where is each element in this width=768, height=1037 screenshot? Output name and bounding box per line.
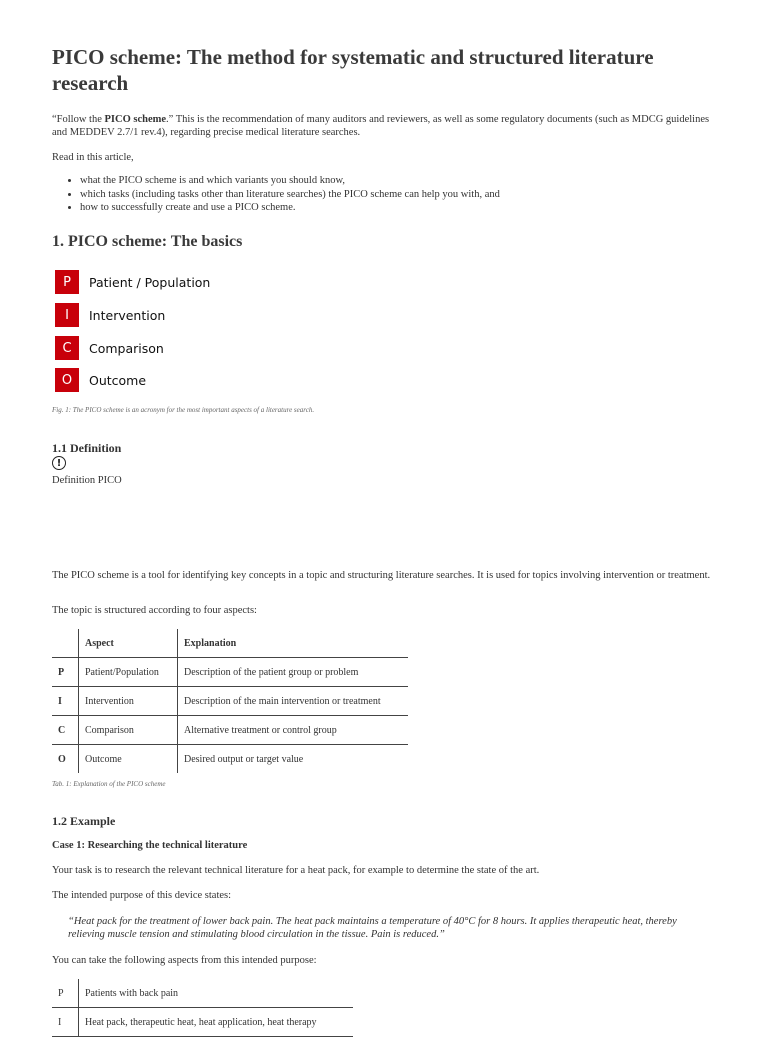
table-header-cell: Explanation bbox=[184, 637, 237, 649]
intro-before: “Follow the bbox=[52, 114, 105, 125]
table-row bbox=[52, 979, 353, 1008]
pico-letter-badge: C bbox=[55, 336, 79, 360]
table-cell: Patients with back pain bbox=[85, 987, 179, 999]
pico-letter-badge: I bbox=[55, 303, 79, 327]
pico-row-p bbox=[55, 270, 210, 294]
table-caption: Tab. 1: Explanation of the PICO scheme bbox=[52, 780, 166, 788]
table-header-row bbox=[52, 629, 408, 658]
definition-label: Definition PICO bbox=[52, 475, 122, 486]
purpose-text: The intended purpose of this device states: bbox=[52, 890, 232, 901]
pico-letter-badge: O bbox=[55, 368, 79, 392]
table-row bbox=[52, 745, 408, 774]
pico-row-o bbox=[55, 368, 146, 392]
pico-letter-badge: P bbox=[55, 270, 79, 294]
case-heading: Case 1: Researching the technical literature bbox=[52, 840, 248, 851]
intro-paragraph bbox=[52, 114, 712, 139]
pico-label: Outcome bbox=[89, 372, 147, 388]
example-heading: 1.2 Example bbox=[52, 814, 116, 828]
article-bullets bbox=[52, 174, 500, 215]
bullet-item: • which tasks (including tasks other than literature searches) the PICO scheme can help you with, and bbox=[80, 188, 500, 202]
table-cell: P bbox=[52, 979, 79, 1008]
intro-bold: PICO scheme bbox=[104, 114, 167, 125]
pico-row-c bbox=[55, 336, 164, 360]
intro-after: .” This is the recommendation of many auditors and reviewers, as well as some regulatory documents (such as MDCG guidelines and MEDDEV 2.7/1 rev.4), regarding precise medical literature searches. bbox=[52, 114, 710, 138]
table-cell: Description of the patient group or problem bbox=[184, 666, 359, 678]
pico-label: Comparison bbox=[89, 340, 164, 356]
figure-caption: Fig. 1: The PICO scheme is an acronym for the most important aspects of a literature search. bbox=[52, 406, 315, 414]
read-intro: Read in this article, bbox=[52, 152, 134, 163]
table-cell: Description of the main intervention or treatment bbox=[184, 695, 381, 707]
table-cell: P bbox=[52, 658, 79, 687]
section-heading: 1. PICO scheme: The basics bbox=[52, 233, 243, 250]
table-header-cell bbox=[52, 629, 79, 658]
pico-label: Patient / Population bbox=[89, 274, 211, 290]
intended-purpose-quote: “Heat pack for the treatment of lower back pain. The heat pack maintains a temperature of 40°C for 8 hours. It applies therapeutic heat, thereby relieving muscle tension and stimulating blood circulation in the tissue. Pain is reduced.” bbox=[68, 916, 677, 940]
table-row bbox=[52, 687, 408, 716]
aspects-text: You can take the following aspects from this intended purpose: bbox=[52, 955, 317, 966]
structured-text: The topic is structured according to four aspects: bbox=[52, 605, 257, 616]
case-text: Your task is to research the relevant technical literature for a heat pack, for example to determine the state of the art. bbox=[52, 865, 540, 876]
table-row bbox=[52, 716, 408, 745]
page-title: PICO scheme: The method for systematic and structured literature research bbox=[52, 45, 654, 95]
table-row bbox=[52, 658, 408, 687]
example-table bbox=[52, 979, 353, 1037]
pico-row-i bbox=[55, 303, 165, 327]
table-cell: Alternative treatment or control group bbox=[184, 724, 337, 736]
table-cell: I bbox=[52, 687, 79, 716]
table-cell: Intervention bbox=[79, 687, 178, 716]
table-cell: C bbox=[52, 716, 79, 745]
table-cell: Patient/Population bbox=[79, 658, 178, 687]
table-cell: I bbox=[52, 1008, 79, 1037]
pico-label: Intervention bbox=[89, 307, 166, 323]
table-cell: Outcome bbox=[79, 745, 178, 774]
bullet-item: • how to successfully create and use a PICO scheme. bbox=[80, 201, 500, 215]
table-cell: Desired output or target value bbox=[184, 753, 304, 765]
table-row bbox=[52, 1008, 353, 1037]
exclamation-circle-icon: ! bbox=[52, 456, 66, 470]
table-cell: Heat pack, therapeutic heat, heat application, heat therapy bbox=[85, 1016, 317, 1028]
bullet-item: • what the PICO scheme is and which variants you should know, bbox=[80, 174, 500, 188]
definition-text: The PICO scheme is a tool for identifying key concepts in a topic and structuring literature searches. It is used for topics involving intervention or treatment. bbox=[52, 570, 711, 581]
table-cell: Comparison bbox=[79, 716, 178, 745]
table-cell: O bbox=[52, 745, 79, 774]
table-header-cell: Aspect bbox=[79, 629, 178, 658]
pico-table bbox=[52, 629, 408, 773]
definition-heading: 1.1 Definition bbox=[52, 441, 122, 455]
